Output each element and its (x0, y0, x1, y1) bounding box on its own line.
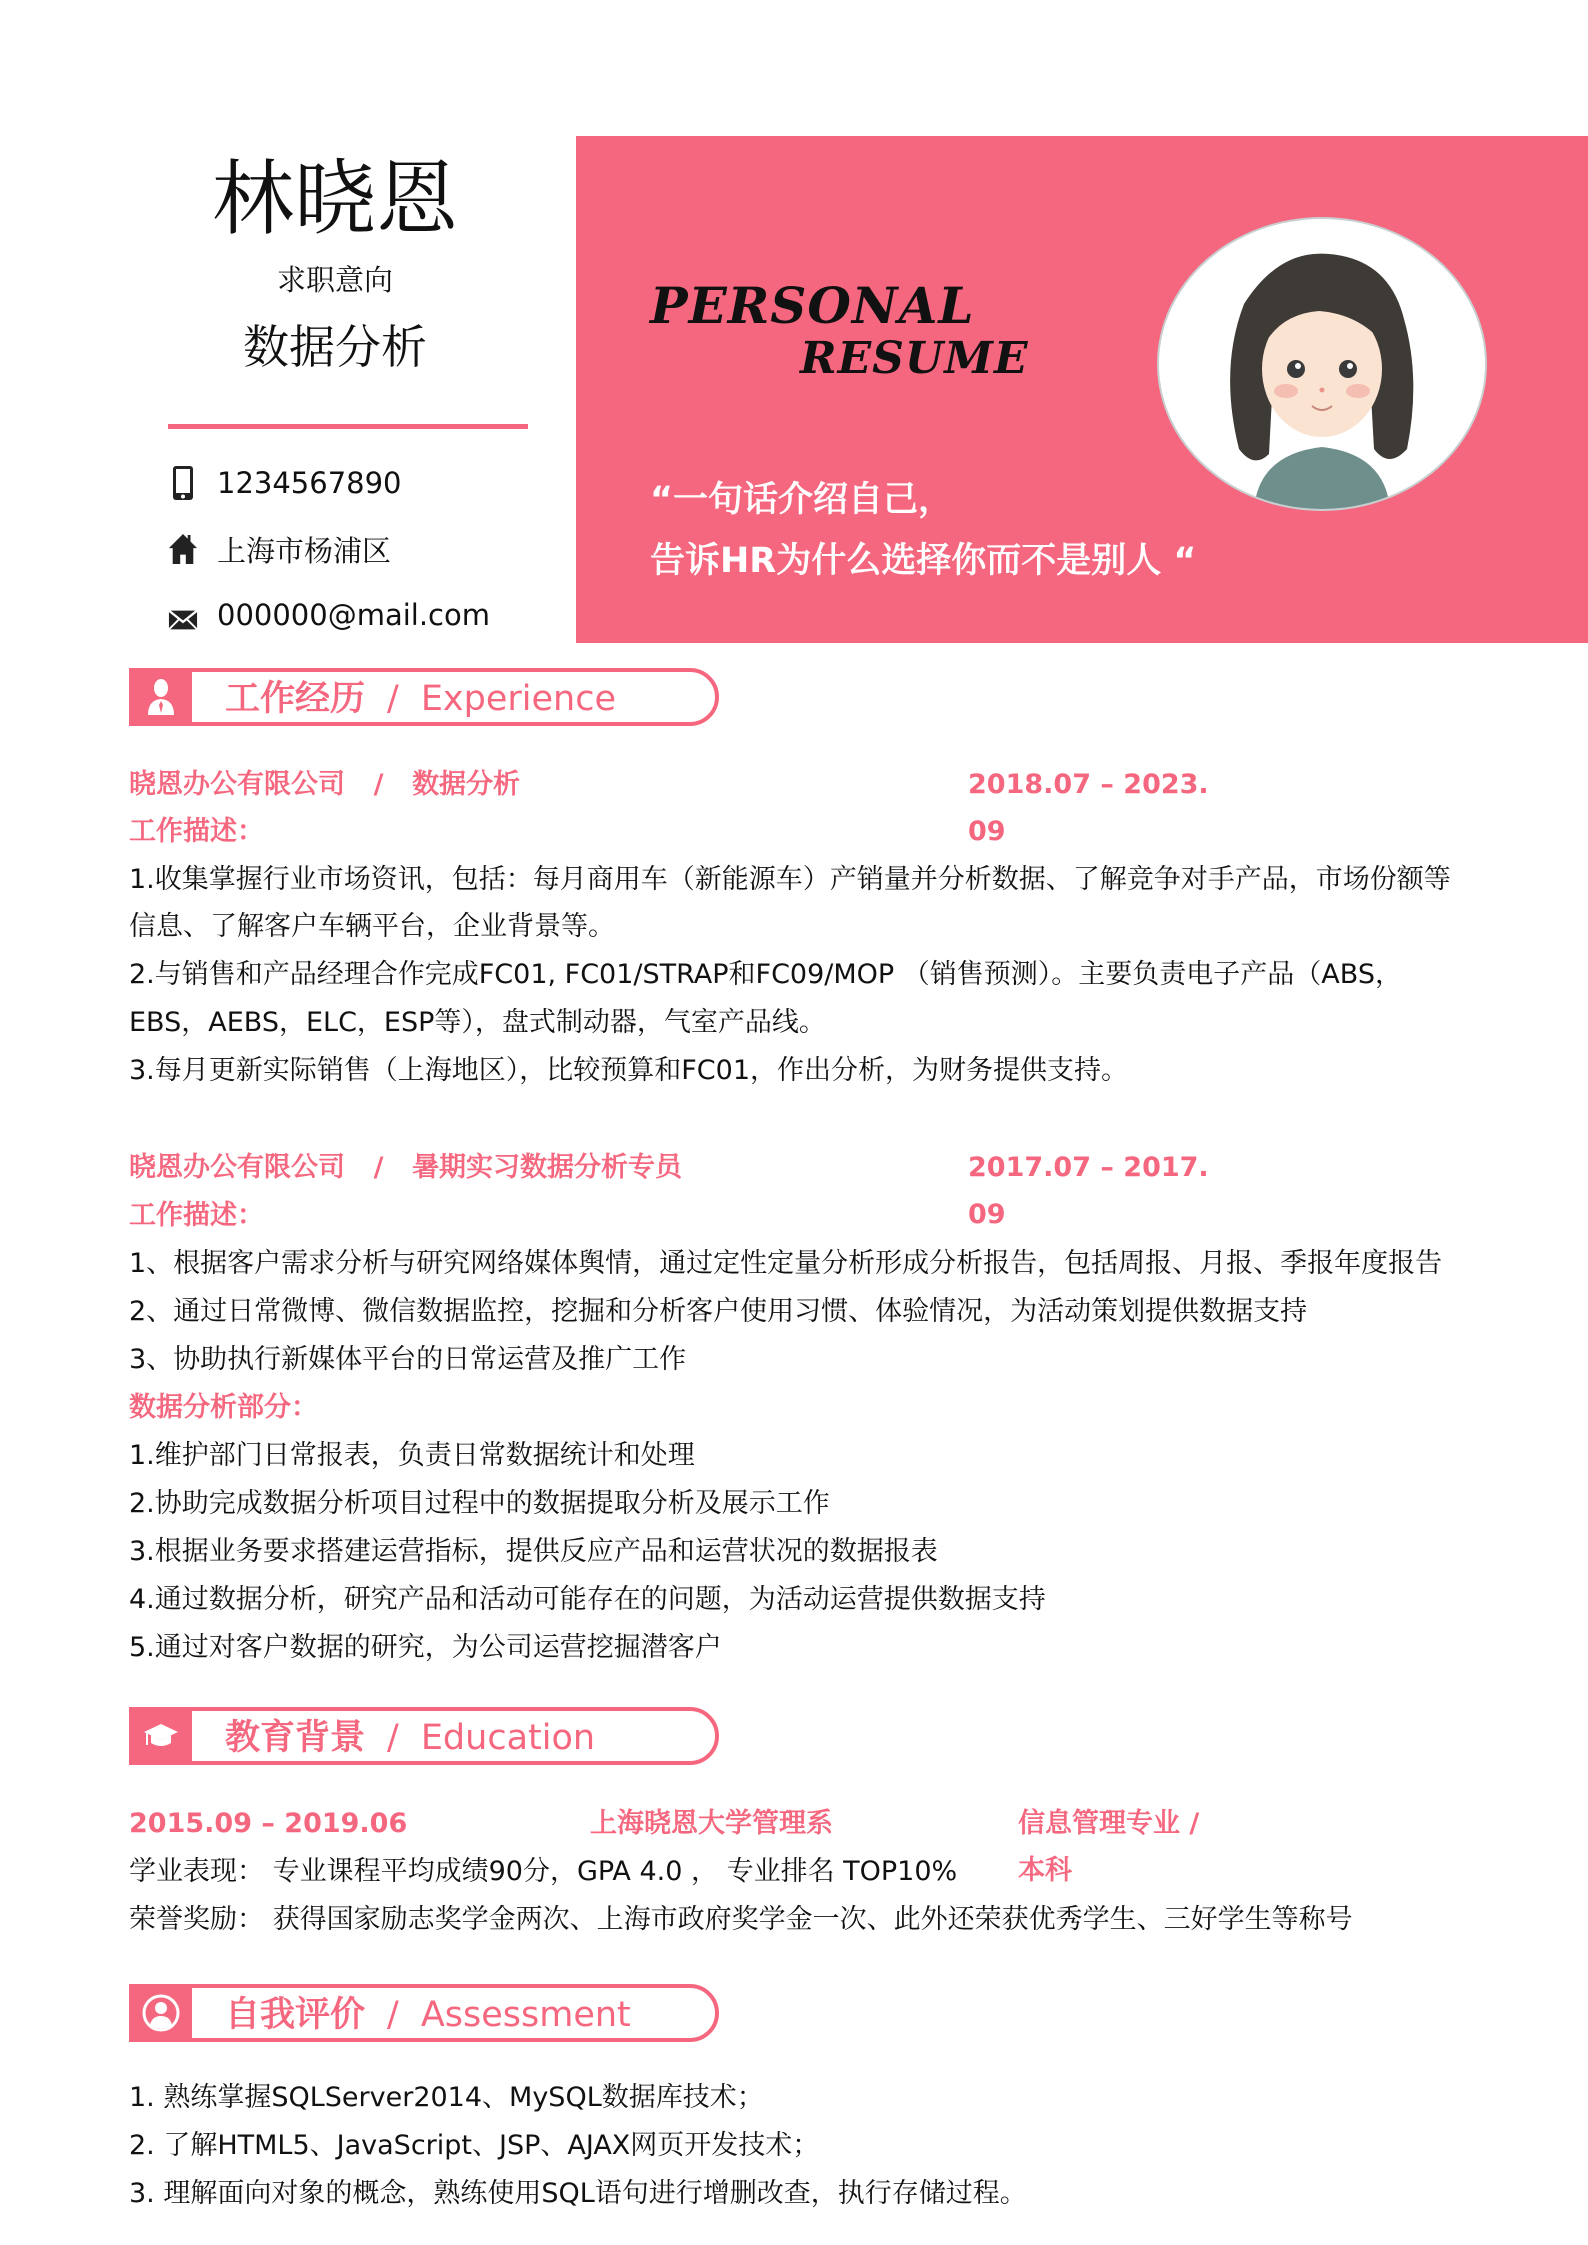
section-title (225, 678, 616, 720)
graduation-cap-icon (129, 1707, 192, 1765)
banner-quote-line1: “一句话介绍自己， (650, 480, 954, 520)
section-title-cn: 自我评价 (225, 1995, 366, 2035)
job-desc-line: 2、通过日常微博、微信数据监控，挖掘和分析客户使用习惯、体验情况，为活动策划提供数据支持 (129, 1296, 1308, 1327)
job-role: 数据分析 (412, 769, 521, 800)
mail-icon (168, 597, 198, 633)
section-header-assessment (129, 1984, 719, 2042)
analysis-line: 3.根据业务要求搭建运营指标，提供反应产品和运营状况的数据报表 (129, 1536, 938, 1567)
job-desc-line: 1.收集掌握行业市场资讯，包括：每月商用车（新能源车）产销量并分析数据、了解竞争对手产品，市场份额等 (129, 864, 1451, 895)
analysis-line: 4.通过数据分析，研究产品和活动可能存在的问题，为活动运营提供数据支持 (129, 1584, 1046, 1615)
section-title-sep: / (387, 1995, 399, 2035)
education-line: 学业表现： 专业课程平均成绩90分，GPA 4.0 ， 专业排名 TOP10% (129, 1856, 958, 1887)
job-role: 暑期实习数据分析专员 (412, 1152, 683, 1183)
job-intent: 数据分析 (243, 320, 427, 374)
education-school: 上海晓恩大学管理系 (590, 1808, 833, 1839)
divider (168, 424, 528, 429)
analysis-label: 数据分析部分： (129, 1392, 318, 1423)
job-desc-line: EBS，AEBS，ELC，ESP等），盘式制动器，气室产品线。 (129, 1007, 826, 1038)
job-sep: / (373, 769, 384, 800)
banner-quote-line2: 告诉HR为什么选择你而不是别人 “ (650, 541, 1197, 581)
job-company: 晓恩办公有限公司 (129, 769, 345, 800)
job-desc-line: 3、协助执行新媒体平台的日常运营及推广工作 (129, 1344, 687, 1375)
assessment-line: 2. 了解HTML5、JavaScript、JSP、AJAX网页开发技术； (129, 2130, 820, 2161)
job-sep: / (373, 1152, 384, 1183)
section-title (225, 1994, 631, 2036)
job-company: 晓恩办公有限公司 (129, 1152, 345, 1183)
person-suit-icon (129, 668, 192, 726)
phone-icon (168, 465, 198, 501)
section-title-cn: 教育背景 (225, 1718, 366, 1758)
section-header-experience (129, 668, 719, 726)
analysis-line: 2.协助完成数据分析项目过程中的数据提取分析及展示工作 (129, 1488, 830, 1519)
assessment-line: 1. 熟练掌握SQLServer2014、MySQL数据库技术； (129, 2082, 764, 2113)
contact-phone (168, 463, 402, 503)
analysis-line: 5.通过对客户数据的研究，为公司运营挖掘潜客户 (129, 1632, 722, 1663)
job-desc-line: 3.每月更新实际销售（上海地区），比较预算和FC01，作出分析，为财务提供支持。 (129, 1055, 1128, 1086)
job-intent-label: 求职意向 (276, 263, 393, 297)
user-circle-icon (129, 1984, 192, 2042)
education-period: 2015.09 – 2019.06 (129, 1808, 408, 1839)
analysis-line: 1.维护部门日常报表，负责日常数据统计和处理 (129, 1440, 695, 1471)
job-period: 2018.07 – 2023. 09 (968, 769, 1209, 847)
job-desc-label: 工作描述： (129, 816, 264, 847)
email-text: 000000@mail.com (217, 598, 490, 632)
section-title-en: Assessment (420, 1995, 631, 2035)
section-title-cn: 工作经历 (225, 679, 366, 719)
section-title (225, 1717, 595, 1759)
contact-address (168, 529, 391, 569)
section-title-sep: / (387, 1718, 399, 1758)
assessment-line: 3. 理解面向对象的概念，熟练使用SQL语句进行增删改查，执行存储过程。 (129, 2178, 1027, 2209)
avatar (1157, 217, 1487, 511)
job-period: 2017.07 – 2017. 09 (968, 1152, 1209, 1230)
job-desc-label: 工作描述： (129, 1200, 264, 1231)
education-line: 荣誉奖励： 获得国家励志奖学金两次、上海市政府奖学金一次、此外还荣获优秀学生、三好学生等称号 (129, 1904, 1353, 1935)
candidate-name: 林晓恩 (211, 152, 458, 247)
phone-text: 1234567890 (217, 466, 402, 500)
job-desc-line: 2.与销售和产品经理合作完成FC01, FC01/STRAP和FC09/MOP （销售预测）。主要负责电子产品（ABS， (129, 959, 1402, 990)
job-desc-line: 信息、了解客户车辆平台，企业背景等。 (129, 911, 615, 942)
section-title-sep: / (387, 679, 399, 719)
banner-title-personal: PERSONAL (650, 276, 975, 335)
contact-email (168, 595, 490, 635)
section-header-education (129, 1707, 719, 1765)
education-major: 信息管理专业 / 本科 (1018, 1808, 1200, 1886)
section-title-en: Education (420, 1718, 596, 1758)
banner-title-resume: RESUME (800, 333, 1029, 384)
job-desc-line: 1、根据客户需求分析与研究网络媒体舆情，通过定性定量分析形成分析报告，包括周报、月报、季报年度报告 (129, 1248, 1443, 1279)
home-icon (168, 531, 198, 567)
avatar-illustration-icon (1159, 219, 1485, 509)
address-text: 上海市杨浦区 (217, 533, 392, 568)
section-title-en: Experience (420, 679, 616, 719)
